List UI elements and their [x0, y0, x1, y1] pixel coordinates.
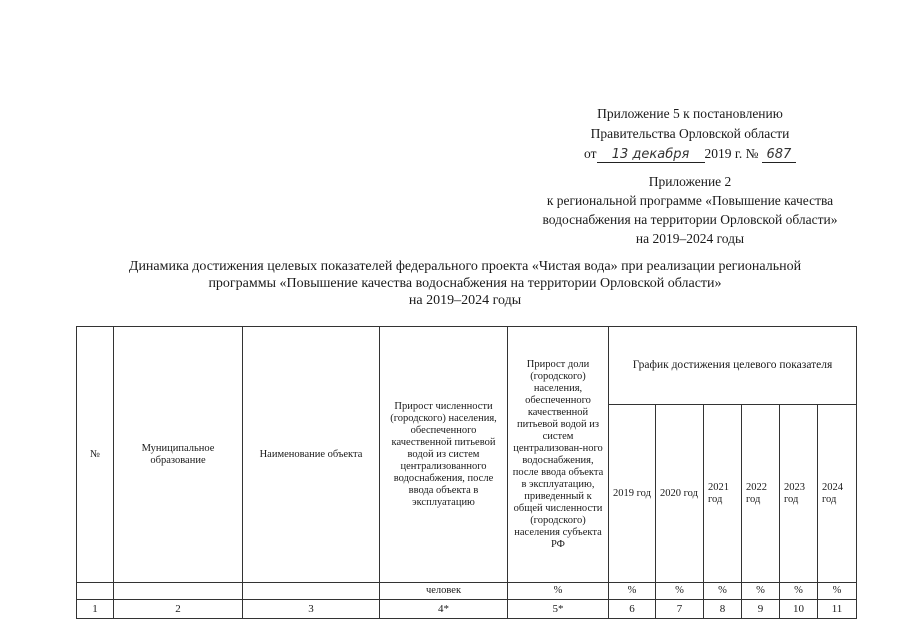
column-number: 3: [243, 600, 380, 619]
column-number: 10: [780, 600, 818, 619]
column-number: 2: [114, 600, 243, 619]
appendix-5-line-1: Приложение 5 к постановлению: [597, 106, 783, 121]
title-line-2: программы «Повышение качества водоснабжения на территории Орловской области»: [208, 276, 722, 291]
header-schedule: График достижения целевого показателя: [609, 327, 857, 405]
column-number-row: [77, 600, 857, 619]
column-number: 1: [77, 600, 114, 619]
header-year-2023: 2023 год: [780, 405, 818, 583]
units-cell-empty: [114, 583, 243, 600]
header-object-name: Наименование объекта: [243, 327, 380, 583]
header-row-1: [77, 327, 857, 405]
units-cell: человек: [380, 583, 508, 600]
column-number: 9: [742, 600, 780, 619]
header-num: №: [77, 327, 114, 583]
units-cell: %: [656, 583, 704, 600]
handwritten-number: 687: [762, 148, 796, 163]
indicators-table: [76, 326, 857, 619]
appendix-2-block: [520, 172, 860, 248]
appendix-5-line-2: Правительства Орловской области: [590, 126, 790, 141]
title-line-1: Динамика достижения целевых показателей федерального проекта «Чистая вода» при реализации региональной: [128, 259, 802, 274]
units-cell: %: [742, 583, 780, 600]
appendix-5-date-line: [560, 144, 820, 164]
appendix-2-line-3: водоснабжения на территории Орловской области»: [542, 212, 838, 227]
appendix-2-line-2: к региональной программе «Повышение качества: [546, 193, 834, 208]
appendix-2-line-4: на 2019–2024 годы: [635, 231, 745, 246]
appendix-5-block: [560, 104, 820, 164]
appendix-2-line-1: Приложение 2: [648, 174, 732, 189]
from-prefix: от: [584, 146, 597, 161]
handwritten-date: 13 декабря: [597, 148, 705, 163]
column-number: 8: [704, 600, 742, 619]
units-cell: %: [508, 583, 609, 600]
units-cell-empty: [243, 583, 380, 600]
title-line-3: на 2019–2024 годы: [408, 293, 522, 308]
header-year-2022: 2022 год: [742, 405, 780, 583]
units-cell: %: [780, 583, 818, 600]
column-number: 5*: [508, 600, 609, 619]
units-row: [77, 583, 857, 600]
column-number: 7: [656, 600, 704, 619]
header-year-2021: 2021 год: [704, 405, 742, 583]
header-population-growth: Прирост численности (городского) населения, обеспеченного качественной питьевой водой из систем централизованного водоснабжения, после ввода объекта в эксплуатацию: [380, 327, 508, 583]
column-number: 11: [818, 600, 857, 619]
units-cell-empty: [77, 583, 114, 600]
header-share-growth: Прирост доли (городского) населения, обеспеченного качественной питьевой водой из систем централизован-ного водоснабжения, после ввода объекта в эксплуатацию, приведенный к общей численности (городского) населения субъекта РФ: [508, 327, 609, 583]
header-year-2020: 2020 год: [656, 405, 704, 583]
header-year-2024: 2024 год: [818, 405, 857, 583]
units-cell: %: [609, 583, 656, 600]
header-year-2019: 2019 год: [609, 405, 656, 583]
year-suffix: 2019 г. №: [704, 146, 759, 161]
document-title: [80, 258, 850, 309]
units-cell: %: [818, 583, 857, 600]
header-municipality: Муниципальное образование: [114, 327, 243, 583]
column-number: 4*: [380, 600, 508, 619]
column-number: 6: [609, 600, 656, 619]
units-cell: %: [704, 583, 742, 600]
